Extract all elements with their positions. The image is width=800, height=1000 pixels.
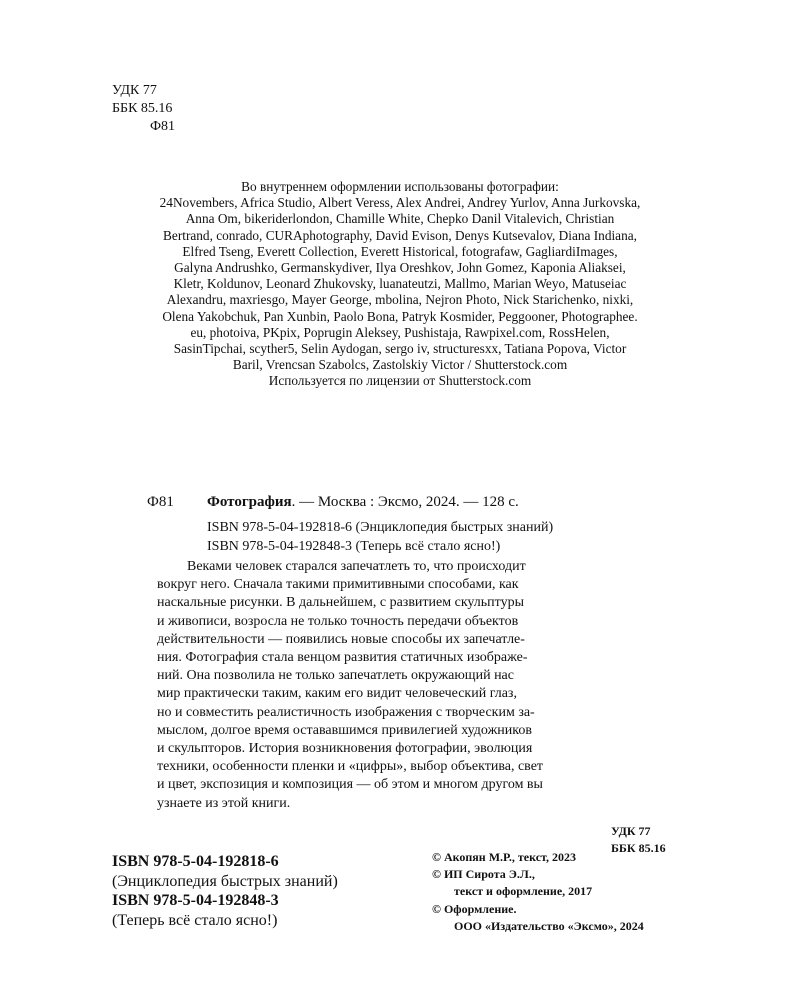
credits-line: Anna Om, bikeriderlondon, Chamille White, Chepko Danil Vitalevich, Christian [185,211,615,227]
credits-line: Olena Yakobchuk, Pan Xunbin, Paolo Bona, Patryk Kosmider, Peggooner, Photographee. [162,308,638,324]
publication-info: . — Москва : Эксмо, 2024. — 128 с. [291,494,519,510]
udk-code: УДК 77 [112,83,157,98]
isbn-block [112,852,338,930]
isbn-number: ISBN 978-5-04-192848-3 [112,892,279,909]
credits-line: Elfred Tseng, Everett Collection, Everett Historical, fotografaw, GagliardiImages, [182,243,618,259]
abstract-line: и живописи, возросла не только точность передачи объектов [157,613,519,629]
abstract-line: ния. Фотография стала венцом развития статичных изображе- [157,650,528,666]
abstract-line: наскальные рисунки. В дальнейшем, с развитием скульптуры [157,595,525,611]
series-name: (Энциклопедия быстрых знаний) [112,872,338,890]
copyright-line: © Оформление. [432,901,517,916]
credits-line: Baril, Vrencsan Szabolcs, Zastolskiy Victor / Shutterstock.com [232,357,568,373]
isbn-line: ISBN 978-5-04-192848-3 (Теперь всё стало ясно!) [207,539,501,554]
credits-line: Kletr, Koldunov, Leonard Zhukovsky, luanateutzi, Mallmo, Marian Weyo, Matuseiac [173,276,627,292]
bibliography-code: Ф81 [147,494,174,510]
credits-line: Alexandru, maxriesgo, Mayer George, mbolina, Nejron Photo, Nick Starichenko, nixki, [166,292,634,308]
copyright-line: ООО «Издательство «Эксмо», 2024 [454,918,644,933]
bibliography-entry [207,494,519,511]
abstract-line: узнаете из этой книги. [157,795,291,811]
series-name: (Теперь всё стало ясно!) [112,911,278,929]
abstract-line: действительности — появились новые способы их запечатле- [157,631,525,647]
photo-credits [112,179,688,390]
abstract-line: техники, особенности пленки и «цифры», выбор объектива, свет [157,759,544,775]
top-classification-codes [112,82,175,136]
abstract-line: ний. Она позволила не только запечатлеть окружающий нас [157,668,514,684]
credits-line: SasinTipchai, scyther5, Selin Aydogan, sergo iv, structuresxx, Tatiana Popova, Victor [173,341,627,357]
abstract-line: мыслом, долгое время остававшимся привилегией художников [157,722,532,738]
credits-line: Bertrand, conrado, CURAphotography, David Evison, Denys Kutsevalov, Diana Indiana, [163,227,637,243]
abstract-line: но и совместить реалистичность изображения с творческим за- [157,704,535,720]
isbn-line: ISBN 978-5-04-192818-6 (Энциклопедия быстрых знаний) [207,520,554,535]
copyright-line: текст и оформление, 2017 [454,884,593,899]
credits-line: eu, photoiva, PKpix, Poprugin Aleksey, Pushistaja, Rawpixel.com, RossHelen, [190,324,610,340]
abstract-line: вокруг него. Сначала такими примитивными способами, как [157,577,519,593]
book-title: Фотография [207,494,292,510]
bbk-code: ББК 85.16 [611,841,666,855]
isbn-number: ISBN 978-5-04-192818-6 [112,853,279,870]
credits-line: Во внутреннем оформлении использованы фотографии: [241,179,559,194]
abstract-line: и скульпторов. История возникновения фотографии, эволюция [157,741,533,757]
credits-line: 24Novembers, Africa Studio, Albert Veress, Alex Andrei, Andrey Yurlov, Anna Jurkovska, [159,195,641,211]
credits-line: Galyna Andrushko, Germanskydiver, Ilya Oreshkov, John Gomez, Kaponia Aliaksei, [174,260,626,276]
bbk-code: ББК 85.16 [112,101,173,116]
abstract-line: мир практически таким, каким его видит человеческий глаз, [157,686,517,702]
udk-code: УДК 77 [611,824,651,838]
abstract-line: и цвет, экспозиция и композиция — об этом и многом другом вы [157,777,543,793]
abstract-line: Веками человек старался запечатлеть то, что происходит [187,559,526,574]
bibliography-isbn-list [207,518,553,556]
copyright-line: © Акопян М.Р., текст, 2023 [432,850,577,864]
copyright-line: © ИП Сирота Э.Л., [432,867,535,882]
abstract [157,558,687,813]
copyright-block [432,849,644,935]
credits-line: Используется по лицензии от Shutterstock.com [268,373,532,389]
author-mark: Ф81 [150,119,176,134]
